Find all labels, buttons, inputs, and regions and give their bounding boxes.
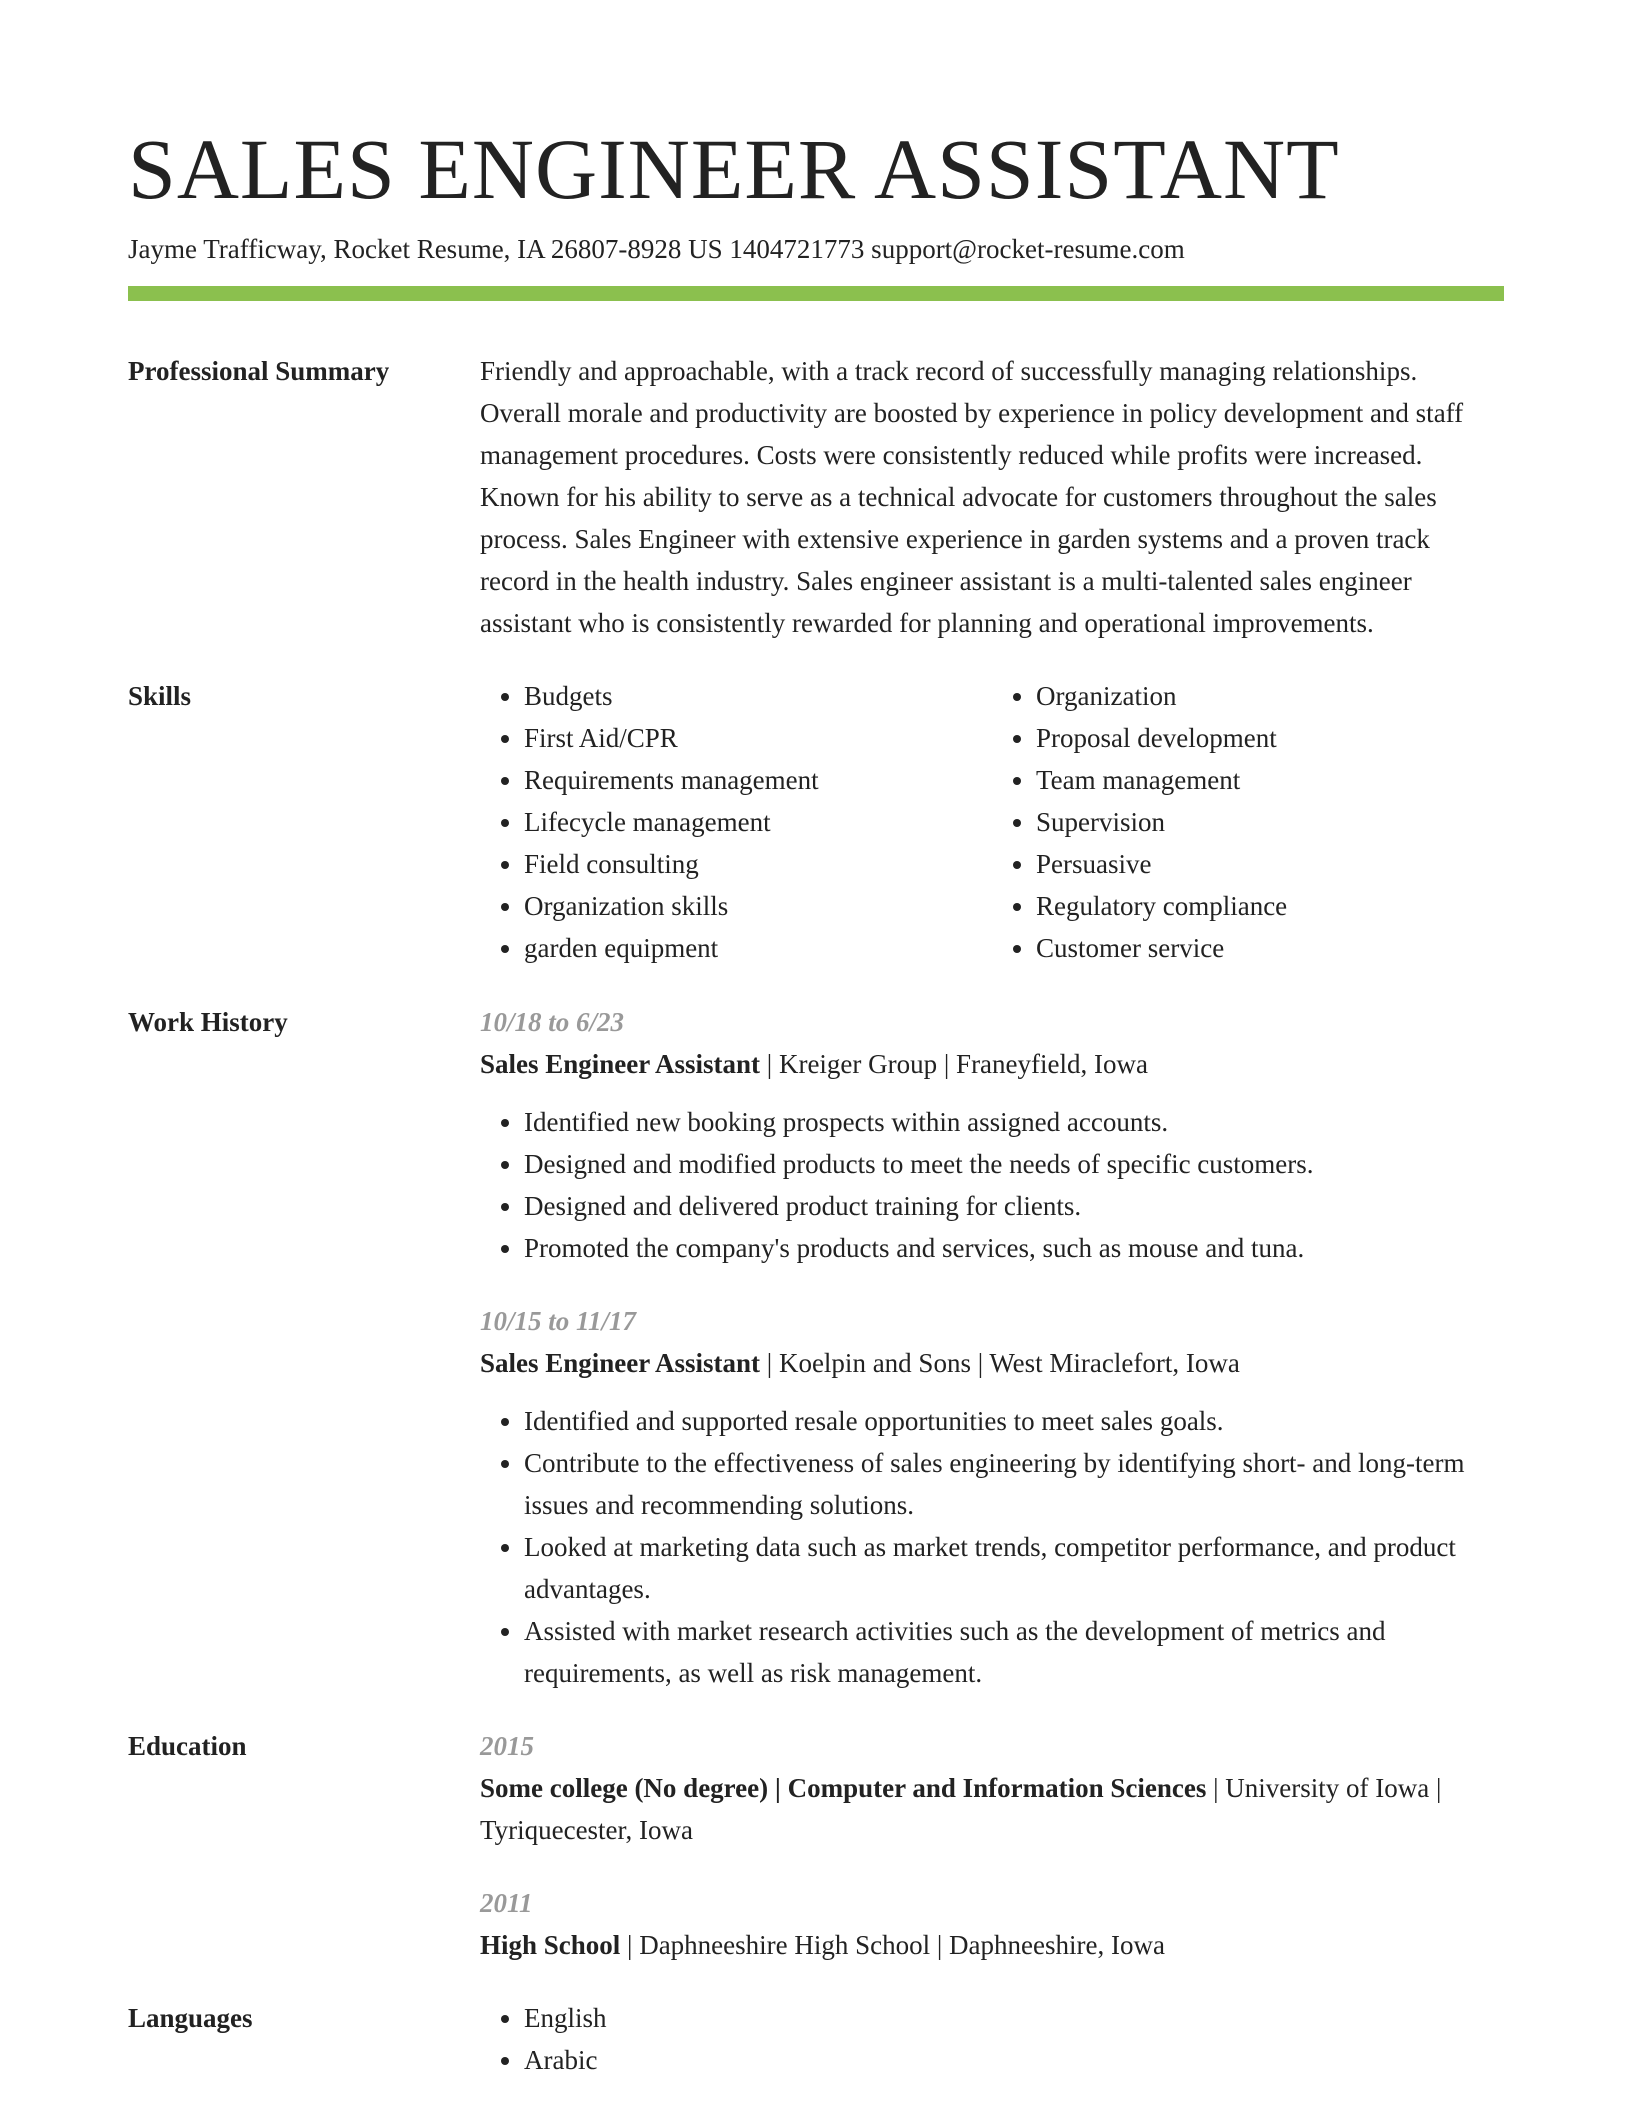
section-label-languages: Languages bbox=[128, 2003, 253, 2033]
accent-bar bbox=[128, 286, 1504, 301]
resume-title: SALES ENGINEER ASSISTANT bbox=[128, 121, 1340, 217]
job-bullets bbox=[480, 1400, 1504, 1694]
job-bullets bbox=[480, 1101, 1504, 1269]
education-school: | University of Iowa | Tyriquecester, Iowa bbox=[480, 1773, 1442, 1845]
job-bullet: • Contribute to the effectiveness of sales engineering by identifying short- and long-term issues and recommending solutions. bbox=[524, 1442, 1504, 1526]
job-heading bbox=[480, 1342, 1504, 1384]
skill-item: • First Aid/CPR bbox=[524, 717, 992, 759]
job-company-location: | Kreiger Group | Franeyfield, Iowa bbox=[760, 1049, 1148, 1079]
job-company-location: | Koelpin and Sons | West Miraclefort, Iowa bbox=[760, 1348, 1240, 1378]
job-bullet: • Identified and supported resale opportunities to meet sales goals. bbox=[524, 1400, 1504, 1442]
skill-item: • Field consulting bbox=[524, 843, 992, 885]
resume-content bbox=[128, 350, 1504, 2081]
education-school: | Daphneeshire High School | Daphneeshire, Iowa bbox=[620, 1930, 1165, 1960]
languages-section bbox=[128, 1997, 1504, 2081]
summary-text: Friendly and approachable, with a track record of successfully managing relationships. Overall morale and productivity are boosted by experience in policy development and staff management procedures. Costs were consistently reduced while profits were increased. Known for his ability to serve as a technical advocate for customers throughout the sales process. Sales Engineer with extensive experience in garden systems and a proven track record in the health industry. Sales engineer assistant is a multi-talented sales engineer assistant who is consistently rewarded for planning and operational improvements. bbox=[480, 356, 1464, 638]
education-degree: High School bbox=[480, 1930, 621, 1960]
work-history-section bbox=[128, 1001, 1504, 1694]
skill-item: • Organization bbox=[1036, 675, 1504, 717]
summary-section bbox=[128, 350, 1504, 644]
education-degree: Some college (No degree) | Computer and Information Sciences bbox=[480, 1773, 1207, 1803]
job-bullet: • Designed and modified products to meet the needs of specific customers. bbox=[524, 1143, 1504, 1185]
skills-columns bbox=[480, 675, 1504, 969]
education-year: 2011 bbox=[480, 1888, 533, 1918]
education-entry bbox=[480, 1725, 1504, 1851]
job-heading bbox=[480, 1043, 1504, 1085]
job-bullet: • Promoted the company's products and services, such as mouse and tuna. bbox=[524, 1227, 1504, 1269]
section-label-summary: Professional Summary bbox=[128, 356, 390, 386]
language-item: • English bbox=[524, 1997, 1504, 2039]
job-title: Sales Engineer Assistant bbox=[480, 1049, 761, 1079]
skill-item: • Proposal development bbox=[1036, 717, 1504, 759]
skill-item: • Budgets bbox=[524, 675, 992, 717]
skill-item: • Regulatory compliance bbox=[1036, 885, 1504, 927]
job-entry bbox=[480, 1001, 1504, 1269]
education-year: 2015 bbox=[480, 1731, 534, 1761]
job-dates: 10/18 to 6/23 bbox=[480, 1007, 625, 1037]
languages-list bbox=[480, 1997, 1504, 2081]
job-title: Sales Engineer Assistant bbox=[480, 1348, 761, 1378]
skills-column-1 bbox=[480, 675, 992, 969]
job-bullet: • Looked at marketing data such as market trends, competitor performance, and product advantages. bbox=[524, 1526, 1504, 1610]
section-label-skills: Skills bbox=[128, 681, 192, 711]
contact-info: Jayme Trafficway, Rocket Resume, IA 26807-8928 US 1404721773 support@rocket-resume.com bbox=[128, 234, 1185, 264]
skill-item: • garden equipment bbox=[524, 927, 992, 969]
education-section bbox=[128, 1725, 1504, 1966]
skill-item: • Team management bbox=[1036, 759, 1504, 801]
education-entry bbox=[480, 1882, 1504, 1966]
skill-item: • Organization skills bbox=[524, 885, 992, 927]
education-heading bbox=[480, 1924, 1504, 1966]
skill-item: • Supervision bbox=[1036, 801, 1504, 843]
skills-column-2 bbox=[992, 675, 1504, 969]
job-bullet: • Assisted with market research activities such as the development of metrics and requirements, as well as risk management. bbox=[524, 1610, 1504, 1694]
job-bullet: • Designed and delivered product training for clients. bbox=[524, 1185, 1504, 1227]
skill-item: • Customer service bbox=[1036, 927, 1504, 969]
job-dates: 10/15 to 11/17 bbox=[480, 1306, 637, 1336]
job-bullet: • Identified new booking prospects within assigned accounts. bbox=[524, 1101, 1504, 1143]
skill-item: • Lifecycle management bbox=[524, 801, 992, 843]
section-label-education: Education bbox=[128, 1731, 247, 1761]
section-label-work: Work History bbox=[128, 1007, 288, 1037]
job-entry bbox=[480, 1300, 1504, 1694]
education-heading bbox=[480, 1767, 1504, 1851]
skills-section bbox=[128, 675, 1504, 969]
skill-item: • Persuasive bbox=[1036, 843, 1504, 885]
skill-item: • Requirements management bbox=[524, 759, 992, 801]
language-item: • Arabic bbox=[524, 2039, 1504, 2081]
